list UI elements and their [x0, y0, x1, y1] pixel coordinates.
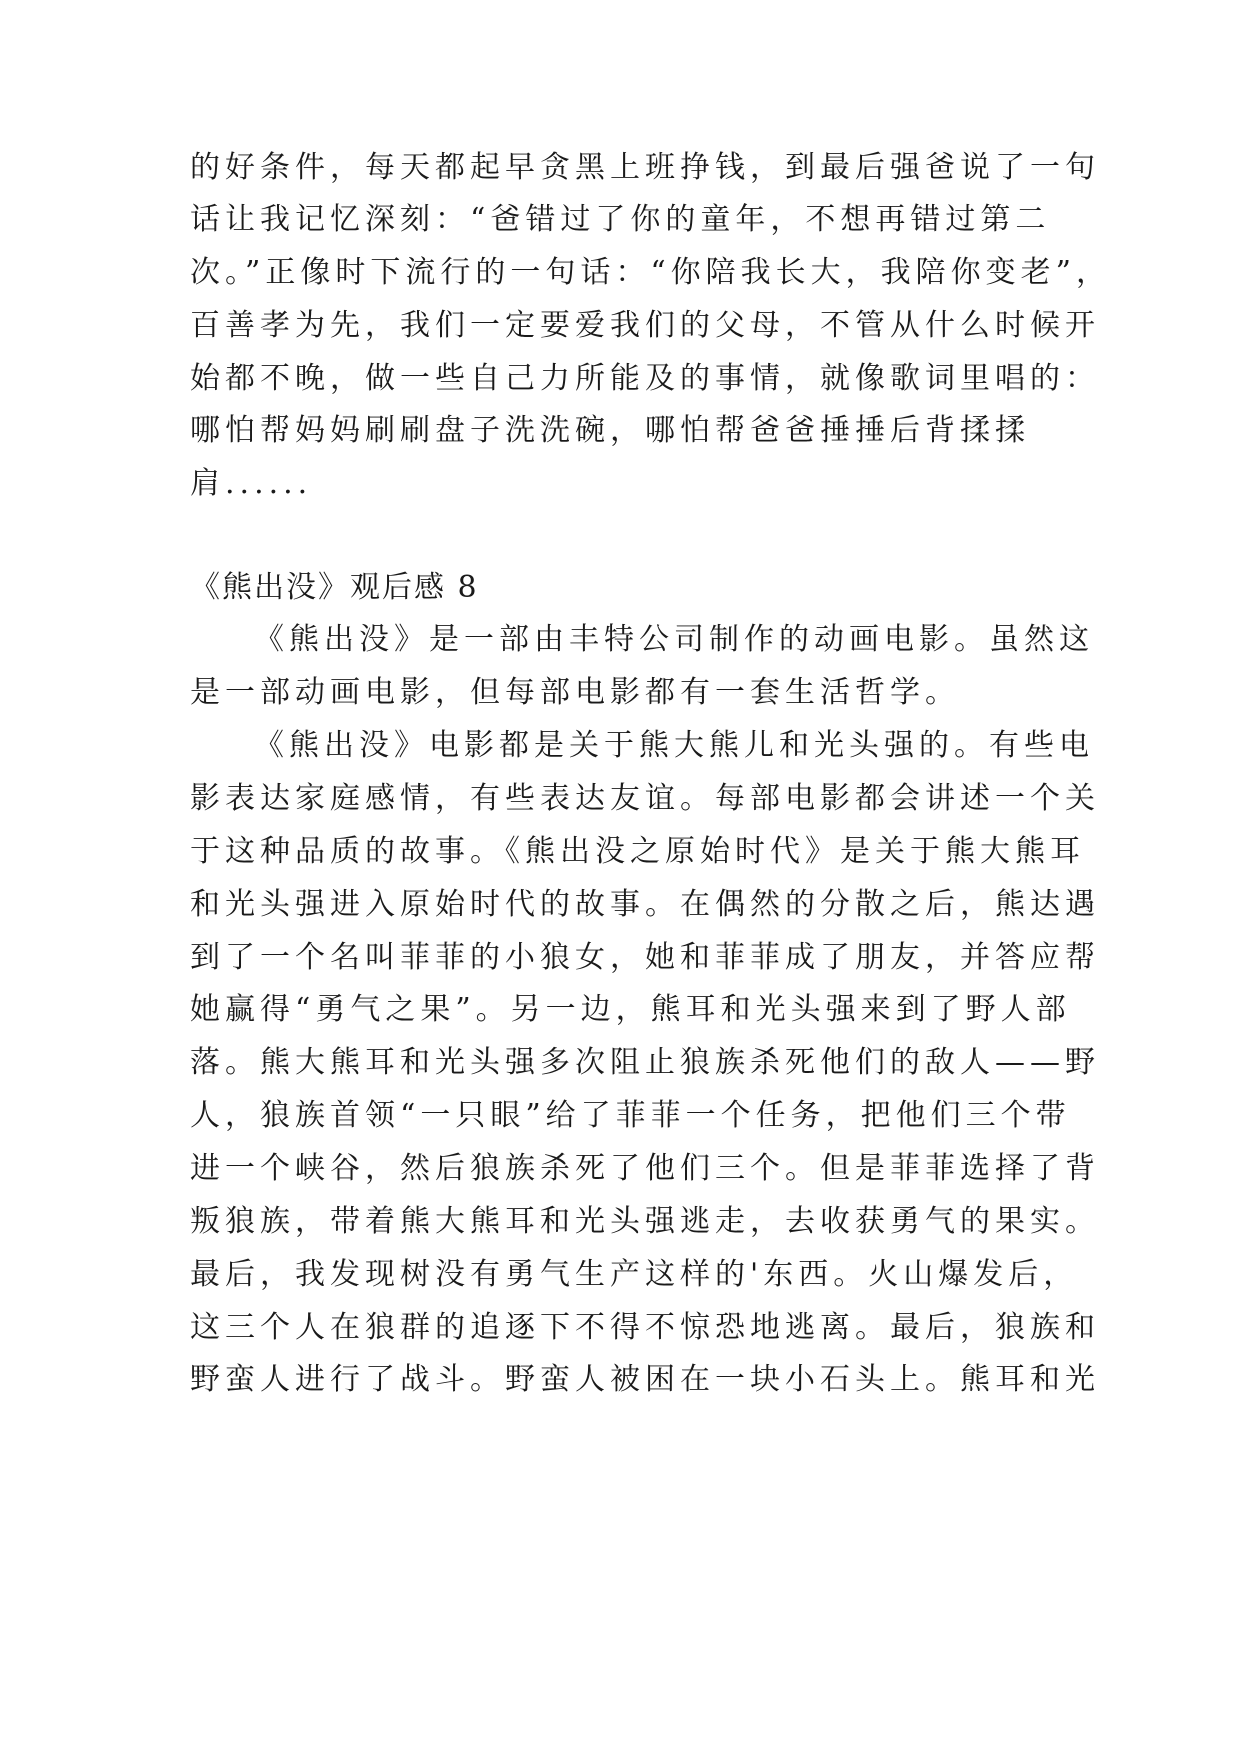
paragraph-line: 人，狼族首领“一只眼”给了菲菲一个任务，把他们三个带: [190, 1098, 1071, 1133]
paragraph-line: 最后，我发现树没有勇气生产这样的'东西。火山爆发后，: [190, 1257, 1079, 1292]
paragraph-line: 这三个人在狼群的追逐下不得不惊恐地逃离。最后，狼族和: [190, 1310, 1100, 1345]
paragraph-line: 落。熊大熊耳和光头强多次阻止狼族杀死他们的敌人——野: [190, 1045, 1100, 1080]
paragraph-line: 和光头强进入原始时代的故事。在偶然的分散之后，熊达遇: [190, 887, 1100, 922]
paragraph-line: 是一部动画电影，但每部电影都有一套生活哲学。: [190, 675, 960, 710]
paragraph-line: 始都不晚，做一些自己力所能及的事情，就像歌词里唱的：: [190, 361, 1100, 396]
paragraph-line: 《熊出没》是一部由丰特公司制作的动画电影。虽然这: [254, 622, 1094, 657]
paragraph-line: 于这种品质的故事。《熊出没之原始时代》是关于熊大熊耳: [190, 834, 1085, 869]
paragraph-line: 的好条件，每天都起早贪黑上班挣钱，到最后强爸说了一句: [190, 150, 1100, 185]
paragraph-line: 次。”正像时下流行的一句话：“你陪我长大，我陪你变老”，: [190, 255, 1112, 290]
paragraph-line: 到了一个名叫菲菲的小狼女，她和菲菲成了朋友，并答应帮: [190, 940, 1100, 975]
paragraph-line: 百善孝为先，我们一定要爱我们的父母，不管从什么时候开: [190, 308, 1100, 343]
paragraph-line: 《熊出没》电影都是关于熊大熊儿和光头强的。有些电: [254, 728, 1094, 763]
paragraph-line: 野蛮人进行了战斗。野蛮人被困在一块小石头上。熊耳和光: [190, 1362, 1100, 1397]
paragraph-line: 叛狼族，带着熊大熊耳和光头强逃走，去收获勇气的果实。: [190, 1204, 1100, 1239]
paragraph-line: 肩......: [190, 466, 313, 501]
paragraph-line: 进一个峡谷，然后狼族杀死了他们三个。但是菲菲选择了背: [190, 1151, 1100, 1186]
paragraph-line: 影表达家庭感情，有些表达友谊。每部电影都会讲述一个关: [190, 781, 1100, 816]
paragraph-line: 她赢得“勇气之果”。另一边，熊耳和光头强来到了野人部: [190, 992, 1071, 1027]
paragraph-line: 话让我记忆深刻：“爸错过了你的童年，不想再错过第二: [190, 202, 1051, 237]
paragraph-line: 哪怕帮妈妈刷刷盘子洗洗碗，哪怕帮爸爸捶捶后背揉揉: [190, 413, 1030, 448]
section-title: 《熊出没》观后感 8: [190, 570, 479, 605]
